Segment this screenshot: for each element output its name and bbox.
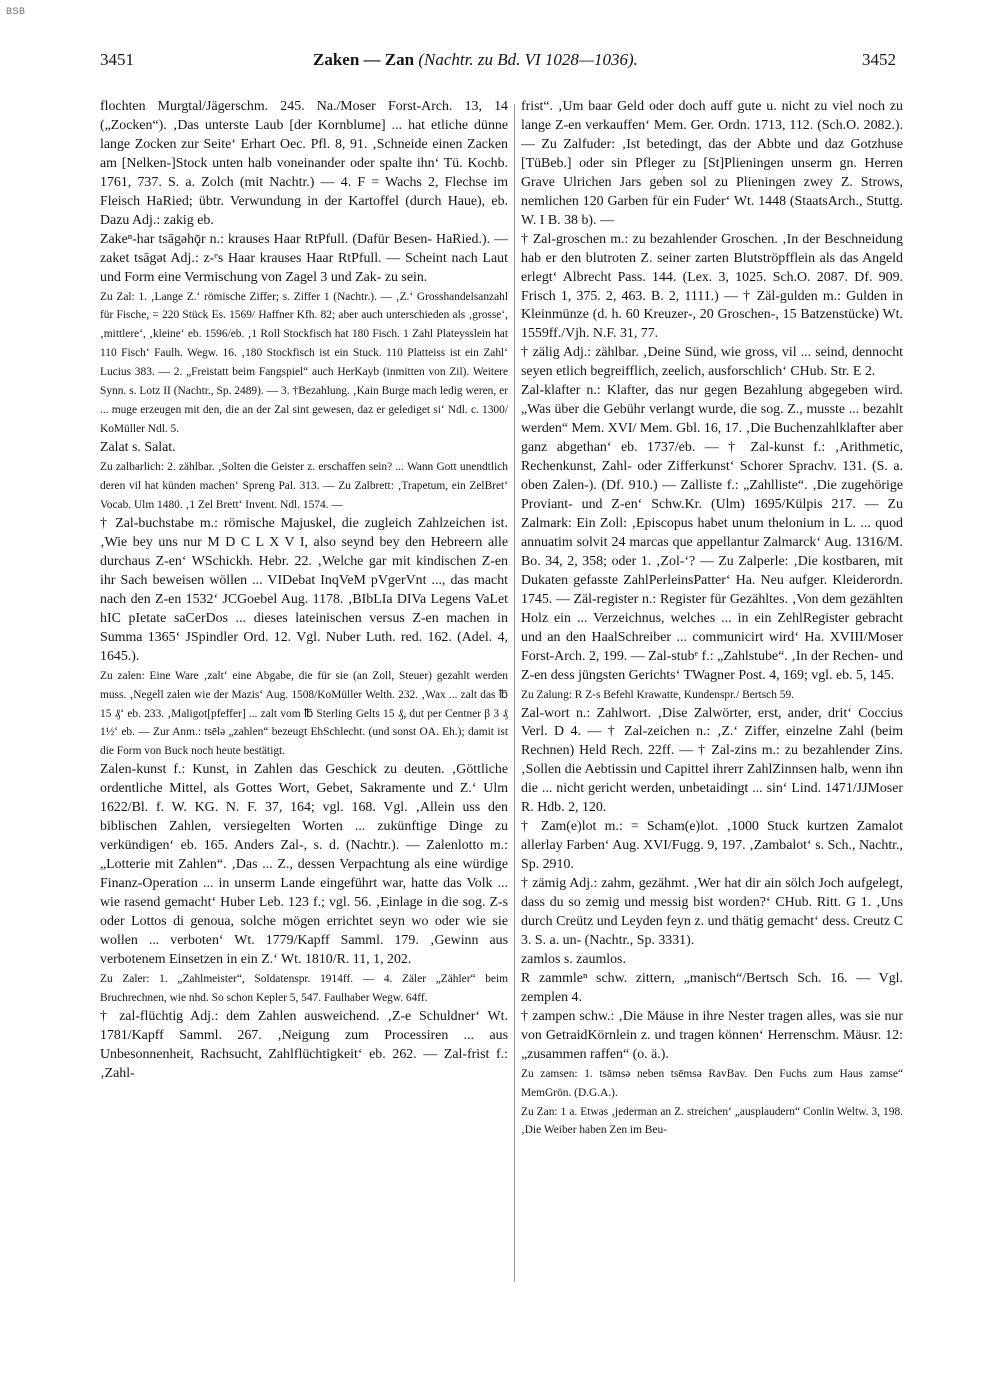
entry-zamsen: Zu zamsen: 1. tsāmsə neben tsēmsə RavBav. Den Fuchs zum Haus zamse“ MemGrön. (D.G.A.). — [521, 1067, 903, 1099]
entry-zan: Zu Zan: 1 a. Etwas ‚jederman an Z. streichen‘ „ausplaudern“ Conlin Weltw. 3, 198. ‚Die Weiber haben Zen im Beu- — [521, 1105, 903, 1137]
entry-zaemig: † zämig Adj.: zahm, gezähmt. ‚Wer hat dir ain sölch Joch aufgelegt, dass du so zemig und messig bist worden?‘ CHub. Ritt. G 1. ‚Uns durch Creütz und Leyden feyn z. und thätig gemacht‘ dess. Creutz C 3. S. a. un- (Nachtr., Sp. 3331). — [521, 876, 903, 948]
entry-zalbarlich: Zu zalbarlich: 2. zählbar. ‚Solten die Geister z. erschaffen sein? ... Wann Gott unendtlich deren vil hat künden machen‘ Spreng Pal. 313. — Zu Zalbrett: ‚Trapetum, ein ZelBret‘ Vocab. Ulm 1480. ‚1 Zel Brett‘ Invent. Ndl. 1574. — — [100, 461, 508, 512]
entry-zalat: Zalat s. Salat. — [100, 440, 176, 456]
entry-zamelot: † Zam(e)lot m.: = Scham(e)lot. ‚1000 Stuck kurtzen Zamalot allerlay Farben‘ Aug. XVI/Fugg. 9, 197. ‚Zambalot‘ s. Sch., Nachtr., Sp. 2910. — [521, 819, 903, 873]
entry-zalung: Zu Zalung: R Z-s Befehl Krawatte, Kundenspr./ Bertsch 59. — [521, 688, 794, 701]
entry-zaelig: † zälig Adj.: zählbar. ‚Deine Sünd, wie gross, vil ... seind, dennocht seyen etlich begreifflich, zeelich, ausforschlich‘ CHub. Str. E 2. — [521, 345, 903, 380]
column-divider — [514, 104, 515, 1282]
entry-zal-buchstabe: † Zal-buchstabe m.: römische Majuskel, die zugleich Zahlzeichen ist. ‚Wie bey uns nur M D C L X V I, also seynd bey den Hebreern alle durchaus Z-en‘ WSchickh. Hebr. 22. ‚Welche gar mit kindischen Z-en ihr Sach beweisen wöllen ... VIDebat InqVeM pVgerVnt ..., das macht nach den Z-en 1532‘ JCGoebel Aug. 1178. ‚BIbLIa DIVa Legens VaLet hIC pIetate saCerDos ... dieses lateinischen versus Z-en machen in Summa 1365‘ JSpindler Ord. 12. Vgl. Nuber Luth. red. 162. (Adel. 4, 1645.). — [100, 515, 508, 664]
entry-zal-groschen: † Zal-groschen m.: zu bezahlender Groschen. ‚In der Beschneidung hab er den blutroten Z. seiner zarten Blutströpfflein als das Angeld erlegt‘ Albrecht Pass. 144. (Lex. 3, 1025. Sch.O. 2087. Df. 909. Frisch 1, 375. 2, 463. B. 2, 1111.) — † Zäl-gulden m.: Gulden in Kleinmünze (d. h. 60 Kreuzer-, 20 Groschen-, 15 Batzenstücke) Wt. 1559ff./Vjh. N.F. 31, 77. — [521, 231, 903, 342]
title-note: (Nachtr. zu Bd. VI 1028—1036). — [418, 50, 638, 69]
entry-zal-fluechtig: † zal-flüchtig Adj.: dem Zahlen ausweichend. ‚Z-e Schuldner‘ Wt. 1781/Kapff Samml. 267. ‚Neigung zum Processiren ... aus Unbesonnenheit, Rachsucht, Zahlflüchtigkeit‘ eb. 262. — Zal-frist f.: ‚Zahl- — [100, 1008, 508, 1081]
entry-zalen: Zu zalen: Eine Ware ‚zalt‘ eine Abgabe, die für sie (an Zoll, Steuer) gezahlt werden muss. ‚Negell zalen wie der Mazis‘ Aug. 1508/KoMüller Welth. 232. ‚Wax ... zalt das ℔ 15 ₰‘ eb. 233. ‚Maligot[pfeffer] ... zalt vom ℔ Sterling Gelts 15 ₰, dut per Centner β 3 ₰ 1½‘ eb. — Zur Anm.: tsēlə „zahlen“ bezeugt EhSchlecht. (und sonst OA. Eh.); damit ist die Form von Buck noch heute bestätigt. — [100, 669, 508, 758]
entry-zammlen: R zammleⁿ schw. zittern, „manisch“/Bertsch Sch. 16. — Vgl. zemplen 4. — [521, 970, 903, 1005]
column-number-left: 3451 — [100, 50, 134, 69]
entry-zampen: † zampen schw.: ‚Die Mäuse in ihre Nester tragen alles, was sie nur von GetraidKörnlein z. und tragen können‘ Herrenschm. Mäusr. 12: „zusammen raffen“ (o. ä.). — [521, 1008, 903, 1062]
entry-zal: Zu Zal: 1. ‚Lange Z.‘ römische Ziffer; s. Ziffer 1 (Nachtr.). — ‚Z.‘ Grosshandelsanzahl für Fische, = 220 Stück Es. 1569/ Haffner Kfh. 82; aber auch unterschieden als ‚grosse‘, ‚mittlere‘, ‚kleine‘ eb. 1596/eb. ‚1 Roll Stockfisch hat 180 Fisch. 1 Zahl Plateysslein hat 110 Fisch‘ Faulh. Wegw. 16. ‚180 Stockfisch ist ein Stuck. 110 Platteiss ist ein Zahl‘ Lucius 383. — 2. „Freistatt beim Fangspiel“ auch HerKayb (inmitten von Zil). Weitere Synn. s. Lotz II (Nachtr., Sp. 2489). — 3. †Bezahlung. ‚Kain Burge mach ledig weren, er ... muge erzeugen mit den, die an der Zal sint gewesen, daz er gelediget si‘ Ndl. c. 1300/ KoMüller Ndl. 5. — [100, 290, 508, 436]
column-number-right: 3452 — [862, 50, 896, 69]
right-column — [521, 98, 903, 1288]
entry-zal-klafter: Zal-klafter n.: Klafter, das nur gegen Bezahlung abgegeben wird. „Was über die Gebühr verlangt wurde, die sog. Z., musste ... bezahlt werden“ Mem. XVI/ Mem. Gbl. 16, 17. ‚Die Buchenzahlklafter aber ganz abgethan‘ eb. 1737/eb. — † Zal-kunst f.: ‚Arithmetic, Rechenkunst, Zahl- oder Zifferkunst‘ Schorer Sprachv. 131. (S. a. oben Zalen-). (Df. 910.) — Zalliste f.: „Zahlliste“. ‚Die zugehörige Proviant- und Z-en‘ Schw.Kr. (Ulm) 1695/Külpis 217. — Zu Zalmark: Ein Zoll: ‚Episcopus habet unum thelonium in L. ... quod annuatim solvit 24 marcas que appellantur Zalmarck‘ Aug. 1316/M. Bo. 34, 2, 358; oder 1. ‚Zol-‘? — Zu Zalperle: ‚Die kostbaren, mit Dukaten gefasste ZahlPerleinsPatter‘ Ha. Neu aufger. Kleiderordn. 1745. — Zäl-register n.: Register für Gezähltes. ‚Von dem gezählten Holz ein ... Verzeichnus, welches ... in ein ZehlRegister gebracht und an den HaalSchreiber ... communicirt wird‘ Ha. XVIII/Moser Forst-Arch. 2, 199. — Zal-stubᵉ f.: „Zahlstube“. ‚In der Rechen- und Z-en dess jüngsten Gerichts‘ TWagner Post. 4, 169; vgl. eb. 5, 145. — [521, 383, 903, 683]
entry-zamlos: zamlos s. zaumlos. — [521, 951, 626, 967]
entry-zakenhar: Zakeⁿ-har tsāgəhǭr n.: krauses Haar RtPfull. (Dafür Besen- HaRied.). — zaket tsāgət Adj.: z-ᵉs Haar krauses Haar RtPfull. — Scheint nach Laut und Form eine Vermischung von Zagel 3 und Zak- zu sein. — [100, 231, 508, 285]
entry-zal-frist-continued: frist“. ‚Um baar Geld oder doch auff gute u. nicht zu viel noch zu lange Z-en verkauffen‘ Mem. Ger. Ordn. 1713, 112. (Sch.O. 2082.). — Zu Zalfuder: ‚Ist betedingt, das der Abbte und daz Gotzhuse [TüBeb.] oder sin Pfleger zu [St]Plieningen unserm gn. Herren Grave Ulrichen Jars geben sol zu Plieningen zwey Z. Strows, nemlichen 120 Garben für ein Fuder‘ Wt. 1448 (StaatsArch., Stuttg. W. I B. 38 b). — — [521, 99, 903, 228]
entry-zal-wort: Zal-wort n.: Zahlwort. ‚Dise Zalwörter, erst, ander, drit‘ Coccius Verl. D 4. — † Zal-zeichen n.: ‚Z.‘ Ziffer, einzelne Zahl (beim Rechnen) Held Rech. 22ff. — † Zal-zins m.: zu bezahlender Zins. ‚Sollen die Aebtissin und Capittel ihrerr ZahlZinnsen halb, wenn ihn die ... nicht gericht werden, unbetaidingt ... sin‘ Lind. 1471/JJMoser R. Hdb. 2, 120. — [521, 705, 903, 816]
entry-zalen-kunst: Zalen-kunst f.: Kunst, in Zahlen das Geschick zu deuten. ‚Göttliche ordentliche Mittel, als Gottes Wort, Gebet, Sakramente und Z.‘ Ulm 1622/Bl. f. W. KG. N. F. 37, 164; vgl. 168. Vgl. ‚Allein uss den biblischen Zahlen, versiegelten Worten ... zukünftige Dinge zu verkündigen‘ eb. 165. Anders Zal-, s. d. (Nachtr.). — Zalenlotto m.: „Lotterie mit Zahlen“. ‚Das ... Z., dessen Verpachtung als eine würdige Finanz-Operation ... in unserm Lande eingeführt war, hatte das Volk ... wie rasend gemacht‘ Huber Leb. 123 f.; vgl. 56. ‚Einlage in die sog. Z-s oder Lottos di genoua, solche mögen errichtet seyn wo oder wie sie wollen ... verboten‘ Wt. 1779/Kapff Samml. 179. ‚Gewinn aus verbotenem Einsetzen in ein Z.‘ Wt. 1810/R. 11, 1, 202. — [100, 762, 508, 967]
entry-zaler: Zu Zaler: 1. „Zahlmeister“, Soldatenspr. 1914ff. — 4. Zäler „Zähler“ beim Bruchrechnen, wie nhd. So schon Kepler 5, 547. Faulhaber Wegw. 64ff. — [100, 972, 508, 1004]
page-title — [313, 50, 638, 70]
title-headword: Zaken — Zan — [313, 50, 415, 69]
entry-zacken-continued: flochten Murgtal/Jägerschm. 245. Na./Moser Forst-Arch. 13, 14 („Zocken“). ‚Das unterste Laub [der Kornblume] ... hat etliche dünne lange Zocken zur Seite‘ Erhart Oec. Pfl. 8, 91. ‚Schneide einen Zacken am [Nelken-]Stock unten halb voneinander oder spalte ihn‘ Tü. Kochb. 1761, 737. S. a. Zolch (mit Nachtr.) — 4. F = Wachs 2, Flechse im Fleisch HaRied; übtr. Verwundung in der Kartoffel (durch Haue), eb. Dazu Adj.: zakig eb. — [100, 99, 508, 228]
library-stamp: BSB — [6, 6, 26, 16]
left-column — [100, 98, 508, 1288]
page-header — [0, 48, 1000, 74]
